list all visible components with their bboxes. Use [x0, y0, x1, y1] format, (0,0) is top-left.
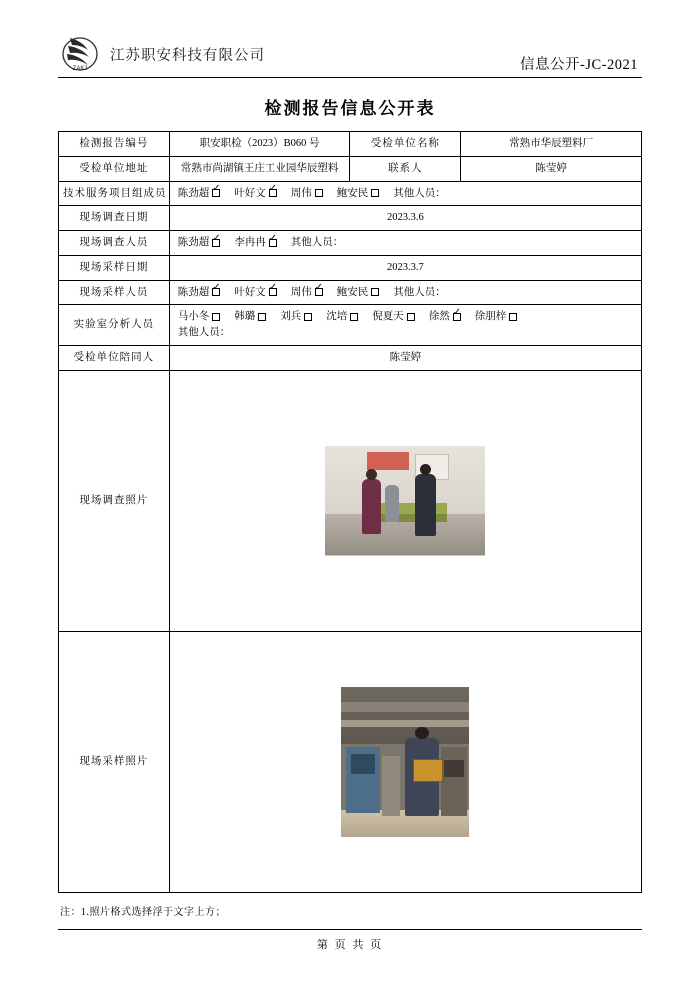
member-name: 陈劲超 — [177, 187, 210, 199]
survey-photo-cell — [169, 370, 641, 631]
tech-team-checkbox-list — [174, 186, 637, 202]
table-row — [59, 132, 642, 157]
checkbox-item[interactable] — [234, 235, 277, 251]
checkbox-item[interactable] — [291, 186, 323, 202]
sampling-staff-value — [169, 280, 641, 305]
table-row — [59, 181, 642, 206]
company-name: 江苏职安科技有限公司 — [110, 47, 265, 64]
document-code: 信息公开-JC-2021 — [520, 57, 638, 73]
checkbox-icon[interactable] — [212, 313, 220, 321]
checkbox-item[interactable] — [178, 285, 221, 301]
member-name: 周伟 — [290, 286, 312, 298]
survey-staff-value — [169, 231, 641, 256]
other-members-label: 其他人员： — [290, 237, 344, 248]
photo-pipe-lower — [341, 720, 469, 728]
checkbox-icon[interactable] — [371, 189, 379, 197]
member-name: 鲍安民 — [336, 286, 369, 298]
footnote: 注：1.照片格式选择浮于文字上方； — [60, 906, 226, 918]
checkbox-icon[interactable] — [304, 313, 312, 321]
member-name: 刘兵 — [280, 311, 302, 323]
member-name: 李冉冉 — [234, 237, 266, 248]
photo-sampling-device — [413, 759, 443, 782]
photo-banner — [367, 452, 409, 470]
survey-photo-label: 现场调查照片 — [59, 370, 170, 631]
sampling-staff-checkbox-list — [174, 285, 637, 301]
checkbox-icon[interactable] — [371, 288, 379, 296]
page-title: 检测报告信息公开表 — [264, 99, 436, 118]
survey-staff-checkbox-list — [174, 235, 637, 251]
survey-date-label: 现场调查日期 — [59, 206, 170, 231]
photo-ceiling — [341, 687, 469, 744]
checkbox-item[interactable] — [234, 186, 277, 202]
photo-person-left — [362, 479, 381, 534]
table-row — [59, 280, 642, 305]
checkbox-icon[interactable] — [269, 239, 277, 247]
page-header — [58, 28, 642, 78]
tech-team-value — [169, 181, 641, 206]
checkbox-icon[interactable] — [212, 288, 220, 296]
table-row — [59, 370, 642, 631]
checkbox-item[interactable] — [280, 309, 312, 325]
table-row — [59, 305, 642, 346]
other-members-label: 其他人员： — [393, 187, 446, 199]
svg-text:ZAKJ: ZAKJ — [72, 66, 88, 72]
other-members-label: 其他人员： — [393, 286, 446, 298]
checkbox-item[interactable] — [326, 309, 358, 325]
member-name: 陈劲超 — [177, 286, 210, 298]
member-name: 马小冬 — [177, 311, 210, 323]
checkbox-item[interactable] — [291, 285, 323, 301]
lab-staff-checkbox-list — [174, 309, 637, 325]
client-name-label: 受检单位名称 — [350, 132, 461, 157]
photo-person-middle — [385, 485, 399, 522]
checkbox-icon[interactable] — [453, 313, 461, 321]
checkbox-item[interactable] — [178, 235, 221, 251]
member-name: 陈劲超 — [177, 237, 210, 248]
checkbox-item[interactable] — [234, 285, 277, 301]
checkbox-item[interactable] — [475, 309, 518, 325]
client-name-value: 常熟市华辰塑料厂 — [461, 132, 642, 157]
member-name: 叶好文 — [234, 187, 266, 199]
survey-staff-label: 现场调查人员 — [59, 231, 170, 256]
survey-date-value: 2023.3.6 — [169, 206, 641, 231]
other-members-label: 其他人员： — [177, 327, 231, 338]
accompany-value: 陈莹婷 — [169, 345, 641, 370]
checkbox-icon[interactable] — [212, 239, 220, 247]
checkbox-item[interactable] — [429, 309, 461, 325]
report-no-value: 职安职检（2023）B060 号 — [169, 132, 350, 157]
survey-site-photo — [325, 446, 485, 556]
checkbox-icon[interactable] — [212, 189, 220, 197]
checkbox-icon[interactable] — [315, 189, 323, 197]
checkbox-item[interactable] — [178, 186, 221, 202]
photo-pipe-upper — [341, 702, 469, 713]
checkbox-item[interactable] — [337, 285, 380, 301]
checkbox-icon[interactable] — [407, 313, 415, 321]
checkbox-item[interactable] — [337, 186, 380, 202]
report-info-table — [58, 131, 642, 893]
member-name: 倪夏天 — [372, 311, 404, 323]
table-row — [59, 255, 642, 280]
member-name: 叶好文 — [234, 286, 266, 298]
photo-person-right — [415, 474, 436, 536]
checkbox-icon[interactable] — [269, 288, 277, 296]
lab-staff-label: 实验室分析人员 — [59, 305, 170, 346]
lab-staff-other-row — [174, 325, 637, 341]
checkbox-item[interactable] — [372, 309, 415, 325]
sampling-site-photo — [341, 687, 469, 837]
checkbox-icon[interactable] — [350, 313, 358, 321]
checkbox-item[interactable] — [178, 309, 221, 325]
sampling-date-label: 现场采样日期 — [59, 255, 170, 280]
accompany-label: 受检单位陪同人 — [59, 345, 170, 370]
lab-staff-value — [169, 305, 641, 346]
photo-machine-middle — [382, 756, 400, 816]
contact-value: 陈莹婷 — [461, 156, 642, 181]
checkbox-icon[interactable] — [315, 288, 323, 296]
table-row — [59, 156, 642, 181]
sampling-photo-cell — [169, 631, 641, 892]
checkbox-item[interactable] — [234, 309, 266, 325]
table-row — [59, 631, 642, 892]
member-name: 徐朋梓 — [474, 311, 507, 323]
report-no-label: 检测报告编号 — [59, 132, 170, 157]
table-row — [59, 345, 642, 370]
table-row — [59, 231, 642, 256]
page-footer: 第 页 共 页 — [58, 929, 642, 952]
checkbox-icon[interactable] — [509, 313, 517, 321]
header-left-group — [58, 34, 265, 74]
member-name: 周伟 — [290, 187, 312, 199]
photo-machine-right — [441, 747, 467, 816]
sampling-photo-label: 现场采样照片 — [59, 631, 170, 892]
sampling-date-value: 2023.3.7 — [169, 255, 641, 280]
member-name: 徐然 — [428, 311, 450, 323]
company-logo-icon — [58, 34, 102, 74]
member-name: 沈培 — [326, 311, 348, 323]
contact-label: 联系人 — [350, 156, 461, 181]
client-address-label: 受检单位地址 — [59, 156, 170, 181]
client-address-value: 常熟市尚湖镇王庄工业园华辰塑料 — [169, 156, 350, 181]
member-name: 鲍安民 — [336, 187, 369, 199]
table-row — [59, 206, 642, 231]
sampling-staff-label: 现场采样人员 — [59, 280, 170, 305]
checkbox-icon[interactable] — [269, 189, 277, 197]
member-name: 韩璐 — [234, 311, 256, 323]
photo-machine-left — [346, 747, 379, 813]
tech-team-label: 技术服务项目组成员 — [59, 181, 170, 206]
checkbox-icon[interactable] — [258, 313, 266, 321]
